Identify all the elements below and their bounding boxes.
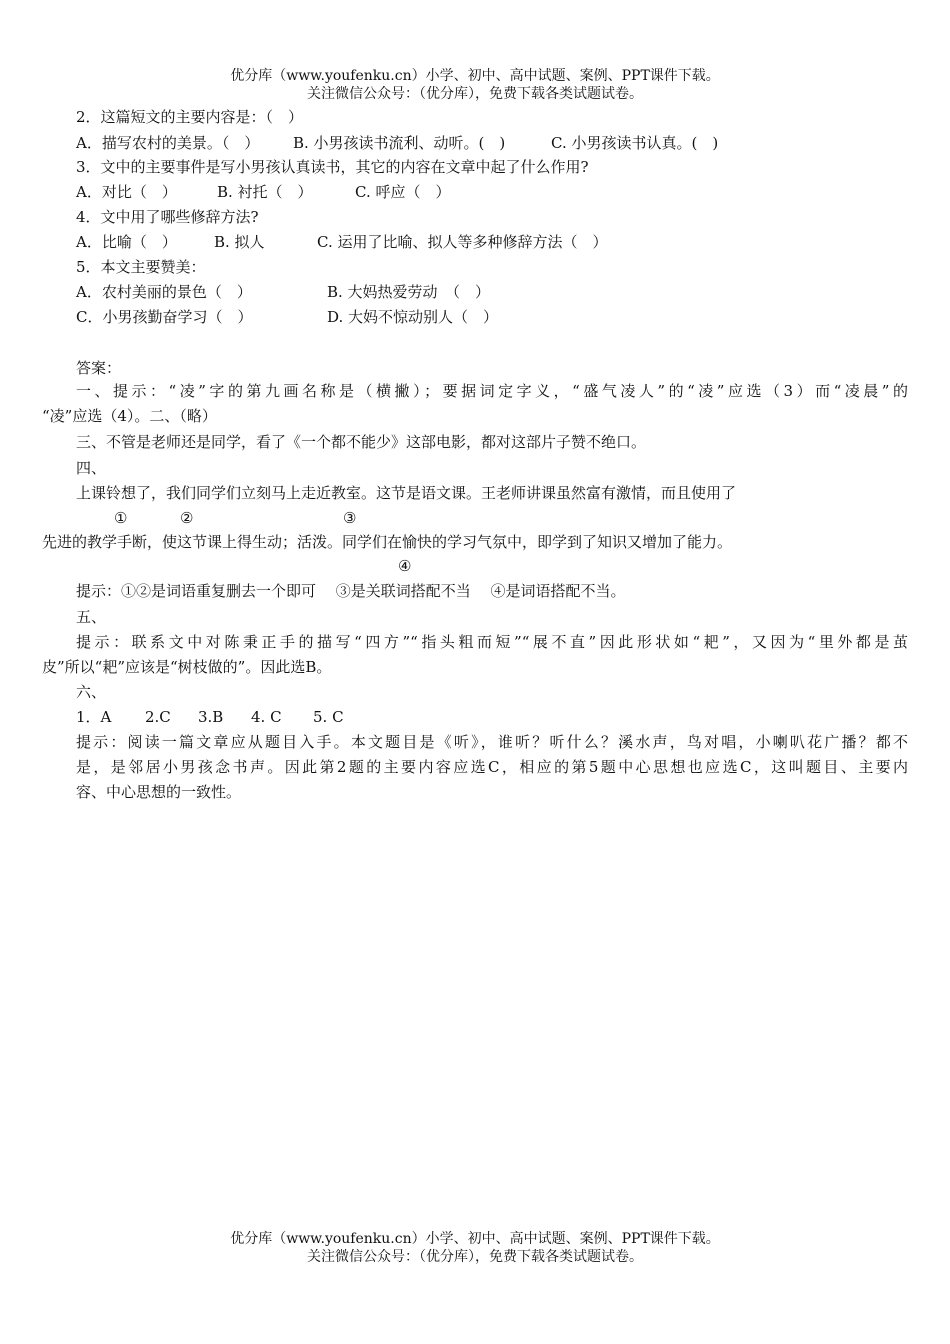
question-4-option-c: C. 运用了比喻、拟人等多种修辞方法（ ）	[317, 233, 608, 251]
footer-wechat-line: 关注微信公众号：（优分库），免费下载各类试题试卷。	[307, 1249, 643, 1265]
answer-6-item-3: 3.B	[198, 708, 224, 726]
answer-6-hint-line-3: 容、中心思想的一致性。	[76, 783, 242, 801]
answer-4-passage-line-2: 先进的教学手断，使这节课上得生动；活泼。同学们在愉快的学习气氛中，即学到了知识又增加了能力。	[42, 533, 733, 551]
answer-4-mark-4: ④	[398, 557, 412, 575]
answer-5-line-1: 提示：联系文中对陈秉正手的描写“四方”“指头粗而短”“展不直”因此形状如“耙”，又因为“里外都是茧	[76, 633, 908, 651]
question-2-option-c: C. 小男孩读书认真。( )	[551, 134, 719, 152]
answer-4-mark-2: ②	[180, 509, 194, 527]
answer-6-hint-line-2: 是，是邻居小男孩念书声。因此第2题的主要内容应选C，相应的第5题中心思想也应选C，这叫题目、主要内	[76, 758, 908, 776]
answer-6-item-4: 4. C	[251, 708, 282, 726]
question-3-option-b: B. 衬托（ ）	[217, 183, 313, 201]
answer-4-title: 四、	[76, 459, 107, 477]
footer-site-line: 优分库（www.youfenku.cn）小学、初中、高中试题、案例、PPT课件下载。	[230, 1231, 720, 1247]
answer-6-item-2: 2.C	[145, 708, 171, 726]
answers-title: 答案：	[76, 359, 122, 377]
answer-4-mark-3: ③	[343, 509, 357, 527]
question-2-option-b: B. 小男孩读书流利、动听。( )	[293, 134, 506, 152]
question-3-option-c: C. 呼应（ ）	[355, 183, 451, 201]
answer-3: 三、不管是老师还是同学，看了《一个都不能少》这部电影，都对这部片子赞不绝口。	[76, 433, 647, 451]
answer-4-mark-1: ①	[114, 509, 128, 527]
answer-6-hint-line-1: 提示：阅读一篇文章应从题目入手。本文题目是《听》，谁听？听什么？溪水声，鸟对唱，小喇叭花广播？都不	[76, 733, 908, 751]
answer-6-item-5: 5. C	[313, 708, 344, 726]
question-4-stem: 4．文中用了哪些修辞方法?	[76, 208, 259, 226]
answer-4-passage-line-1: 上课铃想了，我们同学们立刻马上走近教室。这节是语文课。王老师讲课虽然富有激情，而且使用了	[76, 484, 737, 502]
question-4-option-b: B. 拟人	[214, 233, 265, 251]
answer-1-line-2: “凌”应选（4）。二、（略）	[42, 407, 217, 425]
question-4-option-a: A．比喻（ ）	[76, 233, 177, 251]
answer-4-hint: 提示：①②是词语重复删去一个即可 ③是关联词搭配不当 ④是词语搭配不当。	[76, 582, 626, 600]
header-site-line: 优分库（www.youfenku.cn）小学、初中、高中试题、案例、PPT课件下载。	[230, 68, 720, 84]
question-2-option-a: A．描写农村的美景。（ ）	[76, 134, 260, 152]
question-2-stem: 2．这篇短文的主要内容是：（ ）	[76, 108, 304, 126]
question-3-option-a: A．对比（ ）	[76, 183, 177, 201]
answer-5-title: 五、	[76, 608, 107, 626]
answer-1-line-1: 一、提示：“凌”字的第九画名称是（横撇）；要据词定字义，“盛气凌人”的“凌”应选（3）而“凌晨”的	[76, 382, 908, 400]
question-5-option-b: B. 大妈热爱劳动 （ ）	[327, 283, 491, 301]
question-5-stem: 5．本文主要赞美：	[76, 258, 206, 276]
answer-5-line-2: 皮”所以“耙”应该是“树枝做的”。因此选B。	[42, 658, 332, 676]
header-wechat-line: 关注微信公众号：（优分库），免费下载各类试题试卷。	[307, 86, 643, 102]
answer-6-item-1: 1．A	[76, 708, 112, 726]
question-5-option-c: C．小男孩勤奋学习（ ）	[76, 308, 253, 326]
question-5-option-d: D. 大妈不惊动别人（ ）	[327, 308, 499, 326]
answer-6-title: 六、	[76, 683, 107, 701]
question-3-stem: 3．文中的主要事件是写小男孩认真读书，其它的内容在文章中起了什么作用?	[76, 158, 589, 176]
question-5-option-a: A．农村美丽的景色（ ）	[76, 283, 252, 301]
